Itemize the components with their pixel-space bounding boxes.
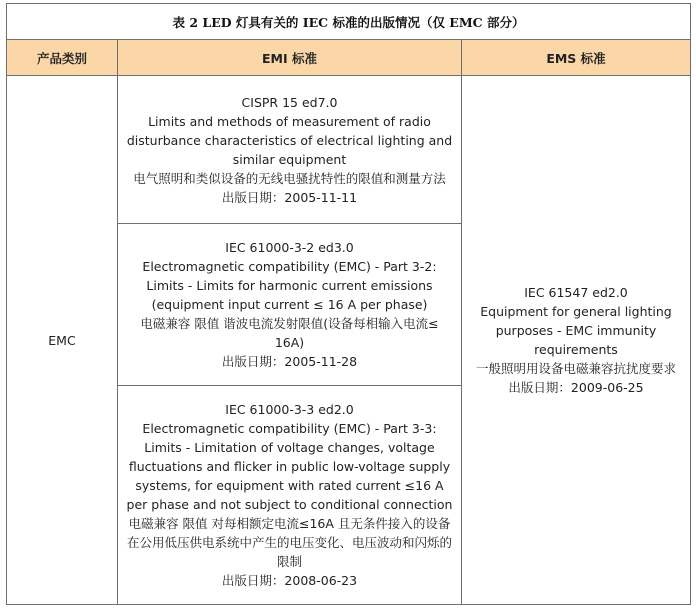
- standard-title-cn: 电磁兼容 限值 对每相额定电流≤16A 且无条件接入的设备在公用低压供电系统中产生的电压变化、电压波动和闪烁的限制: [126, 516, 452, 569]
- publication-date: 出版日期：2009-06-25: [508, 380, 644, 395]
- standard-code: IEC 61547 ed2.0: [524, 285, 628, 300]
- publication-date: 出版日期：2005-11-28: [221, 354, 358, 369]
- standard-code: CISPR 15 ed7.0: [241, 94, 338, 110]
- standard-title-en: Limits and methods of measurement of radio disturbance characteristics of electrical lighting and similar equipment: [126, 113, 453, 167]
- table-title: 表 2 LED 灯具有关的 IEC 标准的出版情况（仅 EMC 部分）: [7, 4, 691, 40]
- emi-cell-iec61000-3-2: [118, 224, 462, 386]
- publication-date: 出版日期：2005-11-11: [221, 189, 358, 205]
- publication-date: 出版日期：2008-06-23: [221, 573, 358, 588]
- ems-cell-iec61547: [462, 76, 691, 605]
- emi-cell-cispr15: [118, 76, 462, 224]
- header-row: [7, 40, 691, 76]
- standard-title-cn: 一般照明用设备电磁兼容抗扰度要求: [475, 361, 676, 376]
- header-product-category: 产品类别: [7, 40, 118, 76]
- standard-code: IEC 61000-3-3 ed2.0: [225, 402, 354, 417]
- emi-cell-iec61000-3-3: [118, 386, 462, 605]
- standard-title-cn: 电磁兼容 限值 谐波电流发射限值(设备每相输入电流≤ 16A): [140, 316, 439, 350]
- header-ems-standard: EMS 标准: [462, 40, 691, 76]
- standard-title-cn: 电气照明和类似设备的无线电骚扰特性的限值和测量方法: [133, 170, 446, 186]
- header-emi-standard: EMI 标准: [118, 40, 462, 76]
- standard-title-en: Electromagnetic compatibility (EMC) - Part 3-3: Limits - Limitation of voltage changes, voltage fluctuations and flicker in public low-voltage supply systems, for equipment with rated current ≤16 A per phase and not subject to conditional connection: [126, 421, 453, 512]
- standard-title-en: Equipment for general lighting purposes - EMC immunity requirements: [480, 304, 672, 357]
- iec-standards-table: [6, 3, 691, 605]
- standard-code: IEC 61000-3-2 ed3.0: [225, 240, 354, 255]
- category-cell: EMC: [7, 76, 118, 605]
- standard-title-en: Electromagnetic compatibility (EMC) - Part 3-2: Limits - Limits for harmonic current emissions (equipment input current ≤ 16 A per phase): [142, 259, 437, 312]
- table-row: [7, 76, 691, 224]
